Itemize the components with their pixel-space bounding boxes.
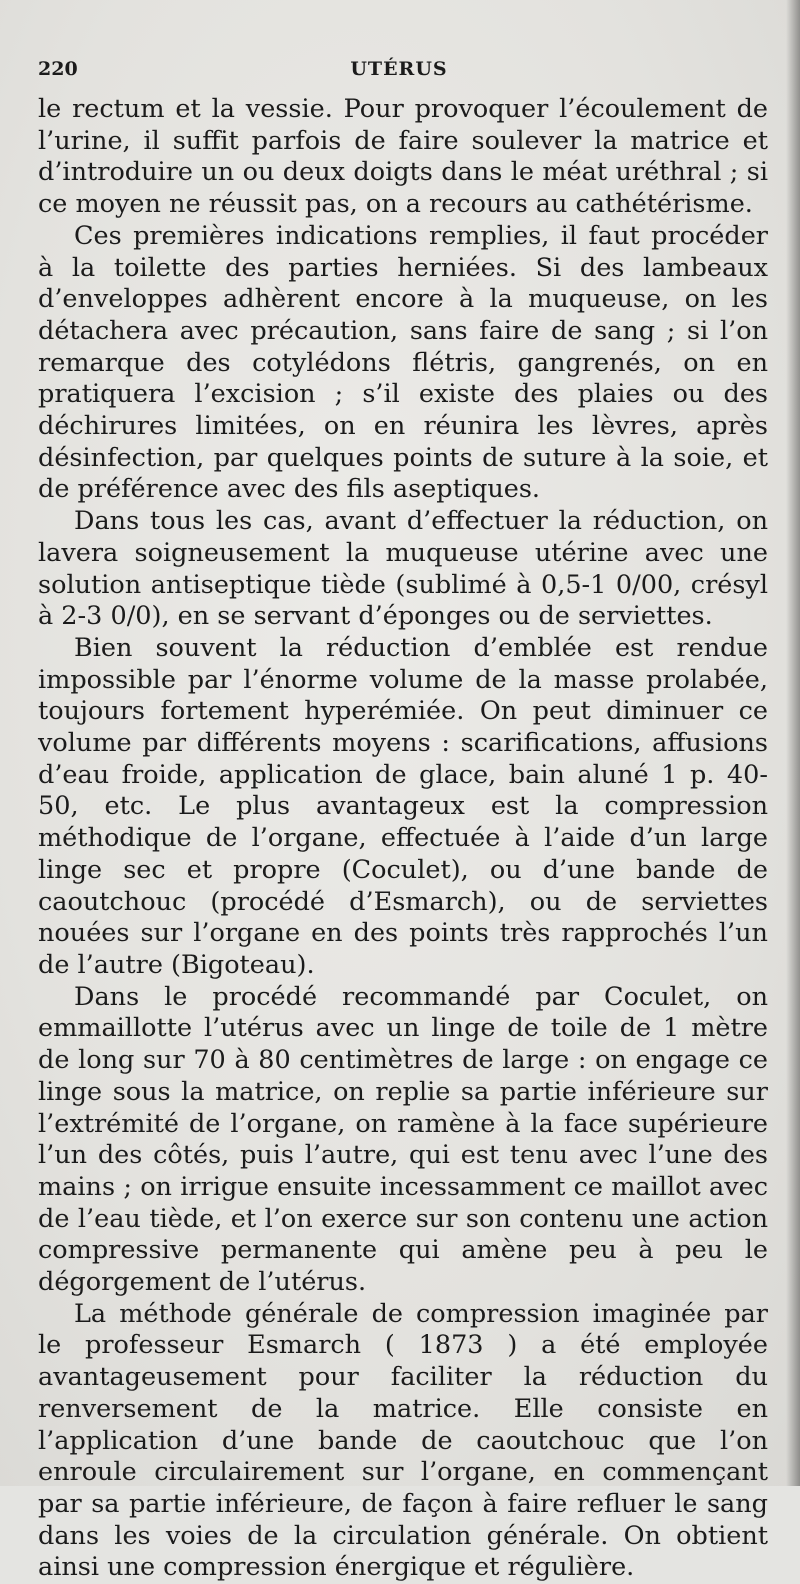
page-number: 220 (38, 58, 78, 80)
page-edge-shadow (786, 0, 800, 1486)
paragraph-esmarch: La méthode générale de compression imaginée par le professeur Esmarch ( 1873 ) a été employée avantageusement pour faciliter la réduction du renversement de la matrice. Elle consiste en l’application d’une bande de caoutchouc que l’on enroule circulairement sur l’organe, en commençant par sa partie inférieure, de façon à faire refluer le sang dans les voies de la circulation générale. On obtient ainsi une compression énergique et régulière. (38, 1298, 768, 1583)
running-title: UTÉRUS (350, 58, 448, 80)
paragraph-reduction: Bien souvent la réduction d’emblée est rendue impossible par l’énorme volume de la masse prolabée, toujours fortement hyperémiée. On peut diminuer ce volume par différents moyens : scarifications, affusions d’eau froide, application de glace, bain aluné 1 p. 40-50, etc. Le plus avantageux est la compression méthodique de l’organe, effectuée à l’aide d’un large linge sec et propre (Coculet), ou d’une bande de caoutchouc (procédé d’Esmarch), ou de serviettes nouées sur l’organe en des points très rapprochés l’un de l’autre (Bigoteau). (38, 632, 768, 980)
paragraph-lavage: Dans tous les cas, avant d’effectuer la réduction, on lavera soigneusement la muqueuse utérine avec une solution antiseptique tiède (sublimé à 0,5-1 0/00, crésyl à 2-3 0/0), en se servant d’éponges ou de serviettes. (38, 506, 768, 632)
paragraph-coculet: Dans le procédé recommandé par Coculet, on emmaillotte l’utérus avec un linge de toile de 1 mètre de long sur 70 à 80 centimètres de large : on engage ce linge sous la matrice, on replie sa partie inférieure sur l’extrémité de l’organe, on ramène à la face supérieure l’un des côtés, puis l’autre, qui est tenu avec l’une des mains ; on irrigue ensuite incessamment ce maillot avec de l’eau tiède, et l’on exerce sur son contenu une action compressive permanente qui amène peu à peu le dégorgement de l’utérus. (38, 981, 768, 1298)
body-text (38, 94, 768, 1584)
paragraph-toilette: Ces premières indications remplies, il faut procéder à la toilette des parties herniées. Si des lambeaux d’enveloppes adhèrent encore à la muqueuse, on les détachera avec précaution, sans faire de sang ; si l’on remarque des cotylédons flétris, gangrenés, on en pratiquera l’excision ; s’il existe des plaies ou des déchirures limitées, on en réunira les lèvres, après désinfection, par quelques points de suture à la soie, et de préférence avec des fils aseptiques. (38, 220, 768, 505)
page-header (38, 58, 760, 86)
paragraph-continuation: le rectum et la vessie. Pour provoquer l’écoulement de l’urine, il suffit parfois de faire soulever la matrice et d’introduire un ou deux doigts dans le méat uréthral ; si ce moyen ne réussit pas, on a recours au cathétérisme. (38, 94, 768, 220)
